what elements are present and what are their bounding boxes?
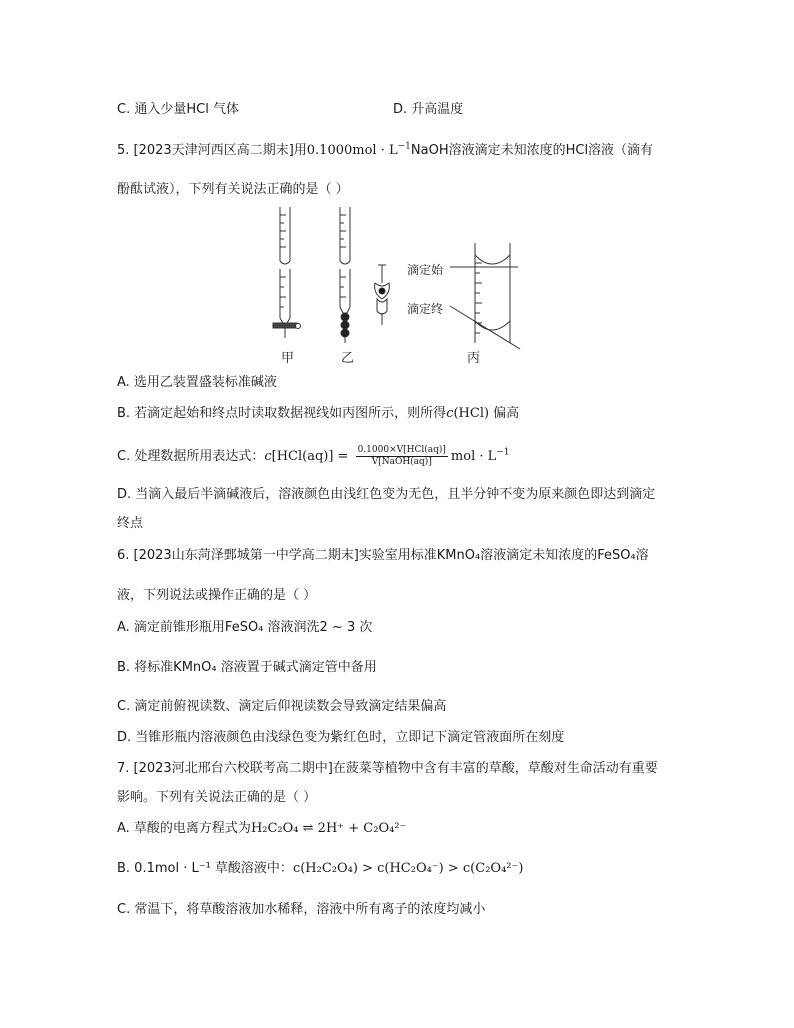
q5-concentration: 0.1000mol · L <box>306 143 398 158</box>
q6-stem-line1: 6. [2023山东菏泽鄄城第一中学高二期末]实验室用标准KMnO₄溶液滴定未知浓度的FeSO₄溶 <box>117 548 649 563</box>
q5-stem-line2: 酚酞试液），下列有关说法正确的是（ ） <box>117 182 349 197</box>
q5-option-a: A. 选用乙装置盛装标准碱液 <box>117 375 277 390</box>
q7-option-c: C. 常温下，将草酸溶液加水稀释，溶液中所有离子的浓度均减小 <box>117 902 486 917</box>
q6-option-a: A. 滴定前锥形瓶用FeSO₄ 溶液润洗2 ~ 3 次 <box>117 620 373 635</box>
q5-stem-line1 <box>117 142 653 160</box>
label-titration-start: 滴定始 <box>407 263 444 277</box>
q7-option-a-equation: H₂C₂O₄ ⇌ 2H⁺ + C₂O₄²⁻ <box>250 821 407 836</box>
q5-option-b <box>117 405 519 423</box>
q5-option-b-c: c <box>446 406 454 421</box>
q5-conc-exponent: −1 <box>397 141 411 152</box>
q5-stem-suffix: NaOH溶液滴定未知浓度的HCl溶液（滴有 <box>410 143 654 158</box>
q6-option-c: C. 滴定前俯视读数、滴定后仰视读数会导致滴定结果偏高 <box>117 699 447 714</box>
q7-option-b-inequality: c(H₂C₂O₄) > c(HC₂O₄⁻) > c(C₂O₄²⁻) <box>292 861 524 876</box>
q7-option-b <box>117 860 523 878</box>
rubber-tube-detail <box>375 265 390 325</box>
q6-stem-line2: 液，下列说法或操作正确的是（ ） <box>117 588 317 603</box>
q7-stem-line1: 7. [2023河北邢台六校联考高二期中]在菠菜等植物中含有丰富的草酸，草酸对生命活动有重要 <box>117 761 658 776</box>
q5-option-c-unit: mol · L <box>450 449 497 464</box>
q5-frac-numerator: 0.1000×V[HCl(aq)] <box>357 445 446 455</box>
q6-option-d: D. 当锥形瓶内溶液颜色由浅绿色变为紫红色时，立即记下滴定管液面所在刻度 <box>117 730 565 745</box>
burette-jia-top <box>280 207 290 264</box>
q5-option-b-tail: (HCl) 偏高 <box>453 406 520 421</box>
burette-yi-top <box>340 207 350 264</box>
q5-option-c <box>117 445 510 468</box>
q6-option-b: B. 将标准KMnO₄ 溶液置于碱式滴定管中备用 <box>117 660 377 675</box>
q5-option-d-line1: D. 当滴入最后半滴碱液后，溶液颜色由浅红色变为无色，且半分钟不变为原来颜色即达到滴定 <box>117 487 656 502</box>
figure-label-jia: 甲 <box>281 351 295 366</box>
q5-option-b-text: B. 若滴定起始和终点时读取数据视线如丙图所示，则所得 <box>117 406 447 421</box>
q7-stem-line2: 影响。下列有关说法正确的是（ ） <box>117 790 317 805</box>
q5-stem-prefix: 5. [2023天津河西区高二期末]用 <box>117 143 307 158</box>
q5-option-c-text: C. 处理数据所用表达式： <box>117 449 265 464</box>
reading-diagram-bing <box>450 243 520 349</box>
figure-label-yi: 乙 <box>341 351 355 366</box>
label-titration-end: 滴定终 <box>407 302 444 316</box>
titration-apparatus-figure <box>265 203 525 368</box>
q7-option-b-text: B. 0.1mol · L⁻¹ 草酸溶液中： <box>117 861 293 876</box>
q5-option-d-line2: 终点 <box>117 516 144 531</box>
q5-frac-denominator: V[NaOH(aq)] <box>371 457 432 467</box>
q5-option-c-lhs: [HCl(aq)] = <box>271 449 349 464</box>
q7-option-a <box>117 820 406 838</box>
figure-label-bing: 丙 <box>467 351 481 366</box>
q7-option-a-text: A. 草酸的电离方程式为 <box>117 821 251 836</box>
q5-option-c-fraction <box>356 445 448 468</box>
burette-yi-bottom <box>340 269 350 343</box>
burette-jia-bottom <box>273 269 301 338</box>
q4-option-c: C. 通入少量HCl 气体 <box>117 102 239 117</box>
q4-option-d: D. 升高温度 <box>393 102 464 117</box>
q5-unit-exponent: −1 <box>496 447 510 458</box>
q5-option-c-c: c <box>264 449 272 464</box>
